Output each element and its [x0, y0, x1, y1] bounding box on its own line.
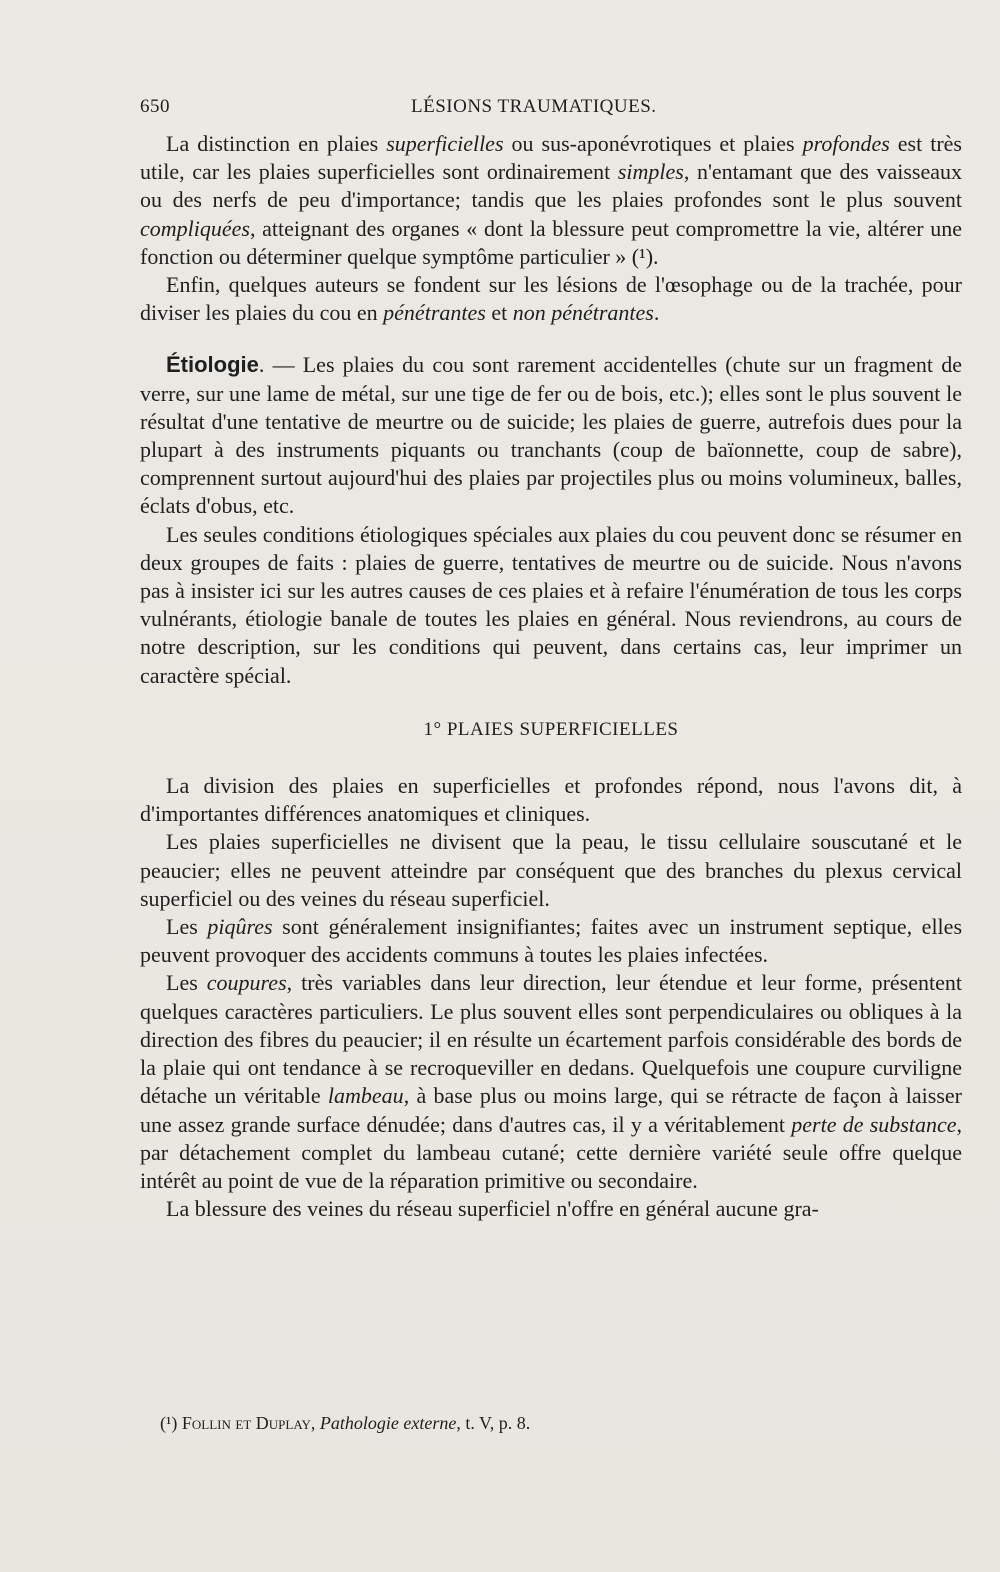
text-run: , très variables dans leur direction, leur étendue et leur forme, présentent quelques caractères particuliers. Le plus souvent elles sont perpendiculaires ou obliques à la direction des fibres du peaucier; il en résulte un écartement parfois considérable des bords de la plaie qui ont tendance à se recroqueviller en dedans. Quelquefois une coupure curviligne détache un véritable: [140, 970, 962, 1109]
text-run: ou sus-aponévrotiques et plaies: [503, 131, 803, 156]
italic-term: compliquées: [140, 215, 250, 241]
paragraph-distinction: [140, 130, 962, 271]
italic-term: profondes: [802, 131, 890, 156]
italic-term: simples: [617, 159, 684, 185]
section-title: 1° PLAIES SUPERFICIELLES: [423, 718, 679, 740]
text-run: Les plaies superficielles ne divisent que la peau, le tissu cellulaire souscutané et le peaucier; elles ne peuvent atteindre par conséquent que des branches du plexus cervical superficiel ou des veines du réseau superficiel.: [140, 829, 962, 911]
page-number: 650: [140, 96, 170, 117]
text-run: .: [653, 300, 660, 326]
text-run: Enfin, quelques auteurs se fondent sur les lésions de l'œsophage ou de la trachée, pour diviser les plaies du cou en: [140, 272, 962, 326]
italic-term: superficielles: [386, 131, 504, 156]
text-run: est très utile, car les plaies superficielles sont ordinairement: [140, 131, 962, 185]
italic-term: piqûres: [207, 914, 273, 940]
paragraph-coupures: [140, 969, 962, 1195]
text-run: La division des plaies en superficielles et profondes répond, nous l'avons dit, à d'importantes différences anatomiques et cliniques.: [140, 773, 962, 827]
footnote: [160, 1413, 960, 1434]
text-run: La distinction en plaies: [166, 131, 387, 156]
running-title: LÉSIONS TRAUMATIQUES.: [411, 96, 657, 117]
italic-term: lambeau: [327, 1083, 404, 1109]
text-run: et: [485, 300, 513, 326]
text-run: , atteignant des organes « dont la blessure peut compromettre la vie, altérer une fonction ou déterminer quelque symptôme particulier » (¹).: [140, 215, 962, 269]
italic-term: perte de substance: [791, 1111, 957, 1137]
footnote-mark: (¹): [160, 1413, 178, 1433]
text-run: , n'entamant que des vaisseaux ou des nerfs de peu d'importance; tandis que les plaies profondes sont le plus souvent: [140, 159, 962, 213]
text-run: Les seules conditions étiologiques spéciales aux plaies du cou peuvent donc se résumer en deux groupes de faits : plaies de guerre, tentatives de meurtre ou de suicide. Nous n'avons pas à insister ici sur les autres causes de ces plaies et à refaire l'énumération de tous les corps vulnérants, étiologie banale de toutes les plaies en général. Nous reviendrons, au cours de notre description, sur les conditions qui peuvent, dans certains cas, leur imprimer un caractère spécial.: [140, 521, 962, 688]
italic-term: pénétrantes: [383, 300, 486, 326]
italic-term: non pénétrantes: [512, 300, 654, 326]
text-run: ,: [310, 1413, 320, 1433]
footnote-reference: , t. V, p. 8.: [456, 1413, 531, 1433]
paragraph-penetrantes: [140, 271, 962, 327]
paragraph-veines: [140, 1195, 962, 1223]
italic-term: coupures: [206, 970, 287, 996]
footnote-authors: Follin et Duplay: [181, 1413, 311, 1433]
paragraph-superficielles: [140, 828, 962, 913]
text-run: sont généralement insignifiantes; faites avec un instrument septique, elles peuvent provoquer des accidents communs à toutes les plaies infectées.: [140, 914, 962, 968]
paragraph-division: [140, 772, 962, 828]
text-run: La blessure des veines du réseau superficiel n'offre en général aucune gra-: [166, 1196, 819, 1222]
text-run: Les: [166, 970, 207, 996]
paragraph-piqures: [140, 913, 962, 969]
text-run: , à base plus ou moins large, qui se rétracte de façon à laisser une assez grande surface dénudée; dans d'autres cas, il y a véritablement: [140, 1083, 962, 1137]
text-run: Les: [166, 914, 208, 940]
section-heading-etiologie: Étiologie: [166, 352, 259, 378]
text-run: , par détachement complet du lambeau cutané; cette dernière variété seule offre quelque intérêt au point de vue de la réparation primitive ou secondaire.: [140, 1111, 963, 1193]
paragraph-etiologie: [140, 351, 962, 520]
body-text: [140, 130, 962, 1223]
text-run: . — Les plaies du cou sont rarement accidentelles (chute sur un fragment de verre, sur une lame de métal, sur une tige de fer ou de bois, etc.); elles sont le plus souvent le résultat d'une tentative de meurtre ou de suicide; les plaies de guerre, autrefois dues pour la plupart à des instruments piquants ou tranchants (coup de baïonnette, coup de sabre), comprennent surtout aujourd'hui des plaies par projectiles plus ou moins volumineux, balles, éclats d'obus, etc.: [140, 352, 962, 519]
footnote-work-title: Pathologie externe: [319, 1413, 457, 1433]
paragraph-conditions: [140, 521, 962, 690]
